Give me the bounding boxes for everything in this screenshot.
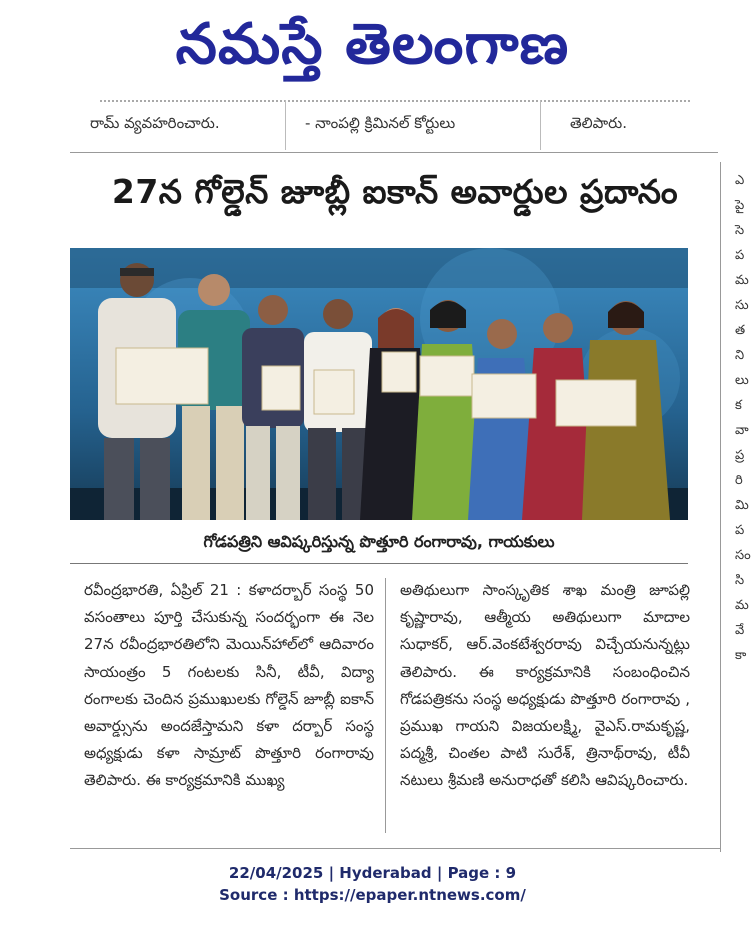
column-divider [385,578,386,833]
section-divider [70,152,718,153]
column-divider [285,100,286,150]
previous-article-strip [70,100,720,148]
masthead-title: నమస్తే తెలంగాణ [175,12,570,77]
event-photo [70,248,688,520]
article-column-right: అతిథులుగా సాంస్కృతిక శాఖ మంత్రి జూపల్లి కృష్ణారావు, ఆత్మీయ అతిథులుగా మాదాల సుధాకర్, ఆర్.వెంకటేశ్వరరావు విచ్చేయనున్నట్లు తెలిపారు. ఈ కార్యక్రమానికి సంబంధించిన గోడపత్రికను సంస్థ అధ్యక్షుడు పొత్తూరి రంగారావు , ప్రముఖ గాయని విజయలక్ష్మి, వైఎస్.రామకృష్ణ, పద్మశ్రీ, చింతల పాటి సురేశ్, త్రినాథ్‌రావు, టీవీ నటులు శ్రీమణి అనురాధతో కలిసి ఆవిష్కరించారు. [400,581,690,790]
column-divider [540,100,541,150]
previous-column-3: తెలిపారు. [570,114,627,132]
page-bottom-divider [70,848,720,849]
photo-caption: గోడపత్రిని ఆవిష్కరిస్తున్న పొత్తూరి రంగారావు, గాయకులు [203,532,555,551]
caption-divider [70,563,688,564]
adjacent-column-fragment: ఎ పై సె ప మ సు త ని లు క వా ప్ర రి మి ప సం సి మ వే కా [720,162,746,852]
article-column-left: రవీంద్రభారతి, ఏప్రిల్ 21 : కళాదర్బార్ సంస్థ 50 వసంతాలు పూర్తి చేసుకున్న సందర్భంగా ఈ నెల 27న రవీంద్రభారతిలోని మెయిన్‌హాల్‌లో ఆదివారం సాయంత్రం 5 గంటలకు సినీ, టీవీ, విద్యా రంగాలకు చెందిన ప్రముఖులకు గోల్డెన్ జూబ్లీ ఐకాన్ అవార్డ్సును అందజేస్తామని కళా దర్బార్ సంస్థ అధ్యక్షుడు కళా సామ్రాట్ పొత్తూరి రంగారావు తెలిపారు. ఈ కార్యక్రమానికి ముఖ్య [84,581,374,790]
previous-column-1: రామ్ వ్యవహరించారు. [90,114,220,132]
event-photo-illustration [70,248,688,520]
article-headline: 27న గోల్డెన్ జూబ్లీ ఐకాన్ అవార్డుల ప్రదానం [111,172,679,211]
epaper-footer [0,862,745,906]
newspaper-masthead [0,0,745,90]
edition-info: 22/04/2025 | Hyderabad | Page : 9 [228,864,517,882]
clipped-text-edge [100,100,690,108]
source-link[interactable]: Source : https://epaper.ntnews.com/ [219,886,526,904]
previous-column-2: - నాంపల్లి క్రిమినల్ కోర్టులు [305,114,456,132]
